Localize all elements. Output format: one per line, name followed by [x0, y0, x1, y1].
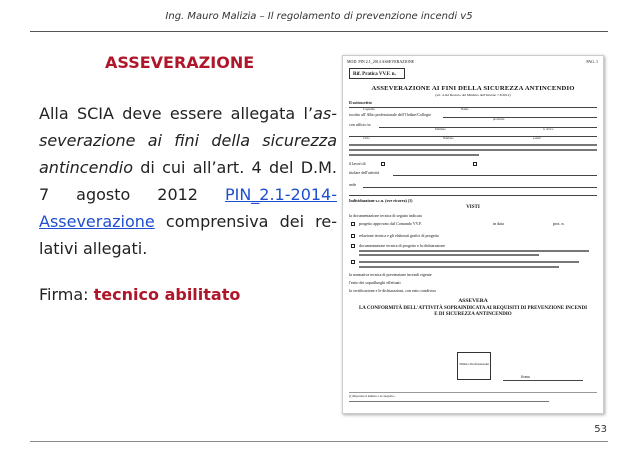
doc-check-3: documentazione tecnica di progetto e la dichiarazione	[359, 243, 446, 248]
doc-stamp-box: Timbro Professionale	[457, 352, 491, 380]
doc-line	[349, 195, 597, 196]
doc-in-data: in data	[493, 221, 504, 226]
running-header: Ing. Mauro Malizia – Il regolamento di prevenzione incendi v5	[165, 11, 473, 22]
doc-sottoscritto: Il sottoscritto	[349, 100, 372, 105]
doc-checkbox	[351, 260, 355, 264]
doc-line	[349, 107, 597, 108]
doc-individuazione: Individuazione s.c.u. (ove ricorra) (1)	[349, 198, 413, 203]
doc-prot: prot. n.	[553, 221, 565, 226]
doc-check-6: la certificazione e le dichiarazioni, con esito condiviso	[349, 288, 437, 293]
doc-check-2: relazione tecnica e gli elaborati grafici di progetto	[359, 233, 439, 238]
doc-line	[503, 380, 583, 381]
body-text-2: di cui all’art. 4 del D.M. 7 agosto 2012	[39, 158, 337, 204]
doc-checkbox	[351, 234, 355, 238]
doc-iscritto: iscritto all’Albo professionale dell’Ordine/Collegio	[349, 112, 432, 117]
doc-line	[393, 175, 597, 176]
doc-footnote: (1) Riportare il numero e la categoria...	[349, 394, 396, 398]
doc-checkbox	[351, 222, 355, 226]
body-text-3: comprensiva dei re-lativi allegati.	[39, 212, 337, 258]
doc-line	[443, 117, 597, 118]
doc-visti: VISTI	[466, 205, 480, 210]
body-text-1: Alla SCIA deve essere allegata l’	[39, 104, 314, 123]
doc-checkbox	[381, 162, 385, 166]
doc-field-cognome: Cognome	[363, 107, 375, 111]
doc-header: MOD. PIN 2.1_2014 ASSEVERAZIONE	[347, 59, 415, 64]
firma-value: tecnico abilitato	[93, 285, 241, 304]
doc-check-1: progetto approvato dal Comando VV.F.	[359, 221, 422, 226]
doc-field-civico: n. civico	[543, 127, 554, 131]
doc-check-4: la normativa tecnica di prevenzione incendi vigente	[349, 272, 432, 277]
asseverazione-form-image	[342, 55, 604, 414]
doc-page-label: PAG. 1	[586, 59, 598, 64]
doc-firma: firma	[521, 374, 530, 379]
doc-subtitle: (art. 4 del Decreto del Ministro dell’Interno 7.8.2012)	[435, 93, 511, 97]
doc-line	[379, 127, 597, 128]
doc-label-a: il lavori di	[349, 161, 366, 166]
doc-line	[363, 187, 597, 188]
doc-field-email: e-mail	[533, 136, 541, 140]
doc-field-telefono: Telefono	[443, 136, 454, 140]
firma-line	[39, 285, 240, 304]
doc-title: ASSEVERAZIONE AI FINI DELLA SICUREZZA ANTINCENDIO	[371, 85, 575, 92]
doc-con-ufficio: con ufficio in	[349, 122, 371, 127]
doc-checkbox	[351, 244, 355, 248]
doc-assevera: ASSEVERA	[458, 298, 488, 304]
doc-line	[349, 136, 597, 137]
doc-field-provincia: provincia	[493, 117, 505, 121]
firma-label: Firma:	[39, 285, 94, 304]
doc-check-0: la documentazione tecnica di seguito indicata	[349, 213, 422, 218]
doc-checkbox	[473, 162, 477, 166]
doc-check-5: l'esito dei sopralluoghi effettuati	[349, 280, 401, 285]
slide-title: ASSEVERAZIONE	[105, 53, 255, 72]
doc-line	[349, 392, 597, 393]
doc-sede: sede	[349, 182, 357, 187]
page-number: 53	[594, 424, 607, 435]
body-italic: as-severazione ai fini della sicurezza antincendio	[39, 104, 337, 177]
footer-divider	[30, 441, 608, 442]
doc-field-ciclo: Ciclo	[363, 136, 370, 140]
doc-field-nome: Nome	[461, 107, 469, 111]
doc-conformita: LA CONFORMITÀ DELL'ATTIVITÀ SOPRAINDICATA AI REQUISITI DI PREVENZIONE INCENDI E DI SICUREZZA ANTINCENDIO	[358, 306, 588, 317]
doc-ref-box: Rif. Pratica VV.F. n.	[349, 68, 405, 79]
asseverazione-link[interactable]: PIN_2.1-2014-Asseverazione	[39, 185, 337, 231]
header-divider	[30, 31, 608, 32]
slide-body	[39, 100, 337, 262]
doc-field-indirizzo: Indirizzo	[435, 127, 446, 131]
doc-titolare: titolare dell'attività	[349, 170, 380, 175]
